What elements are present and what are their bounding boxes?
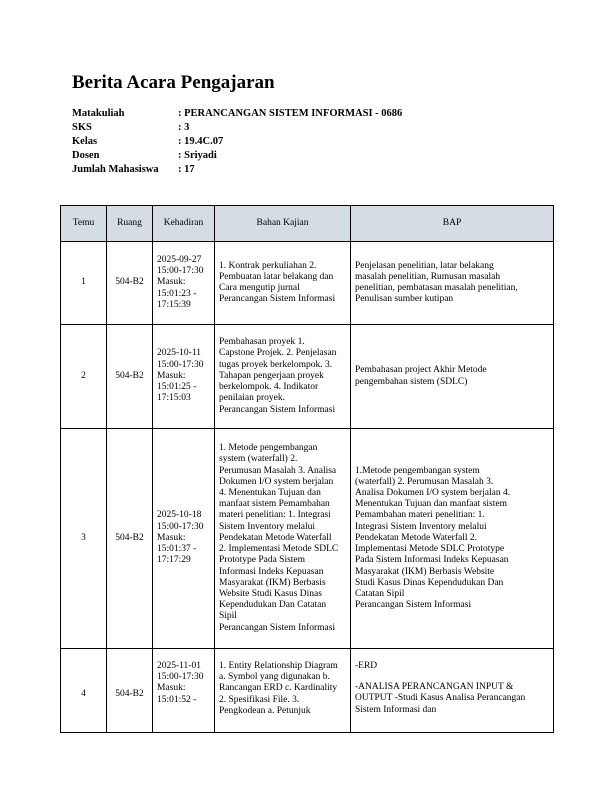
cell-bahan-kajian [215, 429, 351, 649]
cell-kehadiran [153, 649, 215, 733]
cell-line: Pendekatan Metode Waterfall 2. [355, 532, 477, 543]
cell-ruang: 504-B2 [107, 242, 153, 325]
cell-line: Perancangan Sistem Informasi [219, 404, 336, 415]
cell-line: a. Symbol yang digunakan b. [219, 672, 330, 683]
cell-bap [351, 325, 554, 429]
cell-line: penilaian proyek. [219, 393, 285, 404]
cell-line: 17:15:39 [157, 299, 191, 310]
cell-line: 17:17:29 [157, 555, 191, 566]
cell-line: Pada Sistem Informasi Indeks Kepuasan [355, 555, 509, 566]
cell-line: Masuk: [157, 532, 186, 543]
page-title: Berita Acara Pengajaran [72, 72, 275, 93]
cell-line: materi penelitian: 1. Integrasi [219, 510, 331, 521]
cell-line: Pengkodean a. Petunjuk [219, 705, 311, 716]
cell-line: Perancangan Sistem Informasi [219, 294, 336, 305]
cell-temu: 3 [61, 429, 107, 649]
cell-line: Masyarakat (IKM) Berbasis [219, 577, 326, 588]
cell-line: Implementasi Metode SDLC Prototype [355, 544, 505, 555]
cell-bahan-kajian [215, 649, 351, 733]
meta-label: Dosen [72, 150, 100, 161]
cell-paragraph: -ERD [355, 661, 378, 671]
header-ruang: Ruang [107, 206, 153, 242]
cell-line: 1. Metode pengembangan [219, 443, 318, 454]
cell-line: 2025-09-27 [157, 254, 202, 265]
table-row [61, 242, 554, 325]
cell-ruang: 504-B2 [107, 649, 153, 733]
table-header-row [61, 206, 554, 242]
cell-line: Pembuatan latar belakang dan [219, 271, 334, 282]
cell-line: 2025-10-11 [157, 348, 201, 359]
course-info [72, 107, 402, 177]
cell-bahan-kajian [215, 242, 351, 325]
cell-line: masalah penelitian, Rumusan masalah [355, 271, 501, 282]
cell-line: Capstone Projek. 2. Penjelasan [219, 348, 337, 359]
cell-line: Integrasi Sistem Inventory melalui [355, 521, 487, 532]
cell-bap [351, 429, 554, 649]
header-bap: BAP [351, 206, 554, 242]
cell-line: penelitian, pembatasan masalah penelitian, [355, 283, 518, 293]
cell-line: 15:01:23 - [157, 288, 197, 299]
cell-line: Sistem Inventory melalui [219, 521, 316, 532]
table-row [61, 649, 554, 733]
meta-row-jumlah-mahasiswa [72, 163, 402, 177]
meta-value: : PERANCANGAN SISTEM INFORMASI - 0686 [178, 108, 403, 119]
cell-line: Cara mengutip jurnal [219, 283, 300, 293]
cell-line: 1. Kontrak perkuliahan 2. [219, 260, 317, 271]
cell-bap [351, 649, 554, 733]
meta-label: SKS [72, 122, 92, 133]
cell-line: 2. Spesifikasi File. 3. [219, 694, 300, 705]
cell-line: manfaat sistem Pemambahan [219, 499, 330, 510]
meta-row-matakuliah [72, 107, 402, 121]
cell-line: 4. Menentukan Tujuan dan [219, 488, 321, 499]
cell-line: (waterfall) 2. Perumusan Masalah 3. [355, 476, 494, 487]
cell-kehadiran [153, 429, 215, 649]
meta-value: : 19.4C.07 [178, 136, 224, 147]
cell-line: Menentukan Tujuan dan manfaat sistem [355, 499, 507, 510]
cell-line: 1. Entity Relationship Diagram [219, 661, 338, 671]
meta-label: Matakuliah [72, 108, 125, 119]
cell-line: 15:01:37 - [157, 544, 197, 555]
cell-line: Analisa Dokumen I/O system berjalan 4. [355, 488, 511, 499]
cell-line: 15:00-17:30 [157, 359, 204, 370]
meta-label: Jumlah Mahasiswa [72, 164, 159, 175]
cell-line: Perancangan Sistem Informasi [219, 622, 336, 633]
cell-line: Catatan Sipil [355, 588, 405, 599]
meta-label: Kelas [72, 136, 98, 147]
cell-bap [351, 242, 554, 325]
cell-line: Pemambahan materi penelitian: 1. [355, 510, 485, 521]
cell-line: tugas proyek berkelompok. 3. [219, 359, 333, 370]
cell-line: 2025-11-01 [157, 661, 201, 671]
cell-kehadiran [153, 325, 215, 429]
cell-line: Perancangan Sistem Informasi [355, 600, 472, 611]
meta-row-sks [72, 121, 402, 135]
cell-line: Informasi Indeks Kepuasan [219, 566, 324, 577]
cell-line: Masuk: [157, 277, 186, 288]
cell-line: Pembahasan project Akhir Metode [355, 365, 487, 376]
meta-value: : 17 [178, 164, 195, 175]
header-kehadiran: Kehadiran [153, 206, 215, 242]
cell-line: 1.Metode pengembangan system [355, 465, 480, 476]
cell-line: 15:01:25 - [157, 382, 197, 393]
cell-temu: 2 [61, 325, 107, 429]
cell-bahan-kajian [215, 325, 351, 429]
cell-line: Prototype Pada Sistem [219, 555, 306, 566]
cell-line: 15:00-17:30 [157, 521, 204, 532]
meta-row-dosen [72, 149, 402, 163]
cell-line: Tahapan pengerjaan proyek [219, 370, 324, 381]
cell-line: Sipil [219, 611, 237, 622]
table-row [61, 429, 554, 649]
header-bahan-kajian: Bahan Kajian [215, 206, 351, 242]
meta-row-kelas [72, 135, 402, 149]
cell-line: Penulisan sumber kutipan [355, 294, 454, 305]
cell-line: 15:00-17:30 [157, 266, 204, 277]
cell-line: Rancangan ERD c. Kardinality [219, 683, 338, 694]
cell-line: Dokumen I/O system berjalan [219, 476, 334, 487]
header-temu: Temu [61, 206, 107, 242]
cell-kehadiran [153, 242, 215, 325]
cell-line: Kependudukan Dan Catatan [219, 600, 327, 611]
cell-temu: 1 [61, 242, 107, 325]
cell-line: Pembahasan proyek 1. [219, 337, 305, 348]
cell-line: Studi Kasus Dinas Kependudukan Dan [355, 577, 504, 588]
cell-paragraph: -ANALISA PERANCANGAN INPUT & OUTPUT -Studi Kasus Analisa Perancangan Sistem Informasi dan [355, 682, 526, 715]
cell-ruang: 504-B2 [107, 325, 153, 429]
cell-ruang: 504-B2 [107, 429, 153, 649]
cell-temu: 4 [61, 649, 107, 733]
meta-value: : 3 [178, 122, 190, 133]
cell-line: berkelompok. 4. Indikator [219, 382, 319, 393]
cell-line: pengembahan sistem (SDLC) [355, 376, 468, 387]
cell-line: Perumusan Masalah 3. Analisa [219, 465, 337, 476]
cell-line: 15:01:52 - [157, 694, 197, 705]
cell-line: system (waterfall) 2. [219, 454, 298, 465]
cell-line: Website Studi Kasus Dinas [219, 588, 322, 599]
attendance-table [60, 205, 554, 733]
meta-value: : Sriyadi [178, 150, 217, 161]
cell-line: Masyarakat (IKM) Berbasis Website [355, 566, 495, 577]
cell-line: Penjelasan penelitian, latar belakang [355, 260, 494, 271]
cell-line: 2. Implementasi Metode SDLC [219, 544, 339, 555]
cell-line: 17:15:03 [157, 393, 191, 404]
cell-line: Masuk: [157, 683, 186, 694]
table-row [61, 325, 554, 429]
cell-line: Pendekatan Metode Waterfall [219, 532, 332, 543]
cell-line: 15:00-17:30 [157, 672, 204, 683]
cell-line: Masuk: [157, 370, 186, 381]
cell-line: 2025-10-18 [157, 510, 202, 521]
